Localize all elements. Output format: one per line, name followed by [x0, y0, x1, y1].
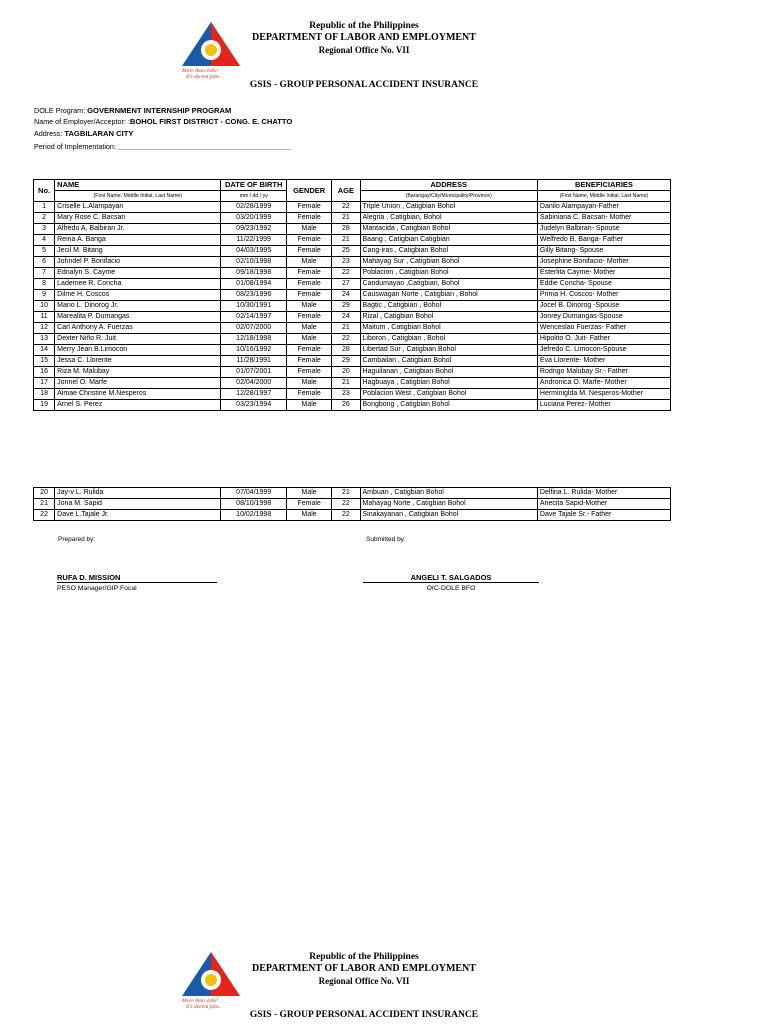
row-address: Mahayag Sur , Catigbian Bohol [360, 257, 537, 268]
row-age: 28 [332, 224, 360, 235]
row-name: Dilme H. Coscos [55, 290, 221, 301]
row-address: Cang-iras , Catigbian Bohol [360, 246, 537, 257]
table-row [34, 499, 671, 510]
period-value: _________________________________________ [117, 142, 292, 151]
row-no: 6 [34, 257, 55, 268]
row-beneficiary: Danilo Alampayan-Father [537, 202, 670, 213]
logo-motto-2-page2: It's decent jobs. [186, 1004, 221, 1010]
row-dob: 12/28/1997 [221, 389, 287, 400]
row-age: 24 [332, 290, 360, 301]
row-age: 29 [332, 301, 360, 312]
table-row [34, 334, 671, 345]
row-beneficiary: Prima H. Coscos- Mother [537, 290, 670, 301]
row-address: Candumayao ,Catigbian, Bohol [360, 279, 537, 290]
row-no: 22 [34, 510, 55, 521]
program-value: GOVERNMENT INTERNSHIP PROGRAM [87, 106, 232, 115]
row-no: 1 [34, 202, 55, 213]
row-no: 10 [34, 301, 55, 312]
row-no: 7 [34, 268, 55, 279]
row-dob: 02/07/2000 [221, 323, 287, 334]
col-header-dob: DATE OF BIRTH [221, 180, 287, 191]
row-name: Ednalyn S. Cayme [55, 268, 221, 279]
row-address: Mantacida , Catigbian Bohol [360, 224, 537, 235]
row-dob: 10/02/1998 [221, 510, 287, 521]
logo-motto-1-page2: More than Jobs! [182, 998, 219, 1004]
table-row [34, 268, 671, 279]
col-header-address: ADDRESS [360, 180, 537, 191]
address-line [34, 128, 133, 139]
submitted-by-role: OIC-DOLE BFO [426, 585, 476, 592]
row-name: Aimae Christine M.Nesperos [55, 389, 221, 400]
row-dob: 12/18/1998 [221, 334, 287, 345]
row-address: Sinakayanan , Catigbian Bohol [360, 510, 537, 521]
prepared-by-label: Prepared by: [58, 536, 96, 543]
department-line-page2: DEPARTMENT OF LABOR AND EMPLOYMENT [252, 963, 476, 974]
prepared-by-name: RUFA D. MISSION [57, 573, 217, 583]
prepared-by-role: PESO Manager/GIP Focal [57, 585, 137, 592]
row-beneficiary: Hipolito O. Juit- Father [537, 334, 670, 345]
row-address: Liboron , Catigbian , Bohol [360, 334, 537, 345]
row-name: Johndel P. Bonifacio [55, 257, 221, 268]
row-no: 21 [34, 499, 55, 510]
row-no: 14 [34, 345, 55, 356]
table-row [34, 510, 671, 521]
regional-office-line: Regional Office No. VII [318, 45, 410, 55]
row-name: Merry Jean B.Limocon [55, 345, 221, 356]
row-beneficiary: Sabiniana C. Bacsan- Mother [537, 213, 670, 224]
col-header-age: AGE [332, 180, 360, 202]
row-no: 11 [34, 312, 55, 323]
row-gender: Female [286, 367, 331, 378]
row-gender: Female [286, 356, 331, 367]
row-address: Ambuan , Catigbian Bohol [360, 488, 537, 499]
row-dob: 09/23/1992 [221, 224, 287, 235]
row-gender: Male [286, 224, 331, 235]
logo-motto-1: More than Jobs! [182, 68, 219, 74]
row-beneficiary: Delfina L. Rulida- Mother [537, 488, 670, 499]
table-row [34, 246, 671, 257]
table-row [34, 202, 671, 213]
row-no: 2 [34, 213, 55, 224]
col-subheader-address: (Barangay/City/Municipality/Province) [360, 191, 537, 202]
row-no: 16 [34, 367, 55, 378]
row-address: Mahayag Norte , Catigbian Bohol [360, 499, 537, 510]
row-no: 4 [34, 235, 55, 246]
employer-label: Name of Employer/Acceptor: : [34, 117, 130, 126]
row-age: 21 [332, 488, 360, 499]
row-age: 21 [332, 235, 360, 246]
row-name: Alfredo A. Balbiran Jr. [55, 224, 221, 235]
row-gender: Male [286, 323, 331, 334]
row-name: Carl Anthony A. Fuerzas [55, 323, 221, 334]
row-age: 21 [332, 323, 360, 334]
row-address: Baang , Catigbian Catigbian [360, 235, 537, 246]
row-gender: Female [286, 235, 331, 246]
row-beneficiary: Anecita Sapid-Mother [537, 499, 670, 510]
period-line [34, 141, 291, 152]
table-row [34, 389, 671, 400]
program-line [34, 105, 231, 116]
row-name: Lademee R. Concha [55, 279, 221, 290]
row-dob: 02/04/2000 [221, 378, 287, 389]
row-dob: 02/14/1997 [221, 312, 287, 323]
row-gender: Female [286, 312, 331, 323]
row-gender: Male [286, 257, 331, 268]
table-row [34, 213, 671, 224]
row-name: Criselle L.Alampayan [55, 202, 221, 213]
col-header-beneficiaries: BENEFICIARIES [537, 180, 670, 191]
row-gender: Female [286, 499, 331, 510]
row-age: 28 [332, 345, 360, 356]
submitted-by-name: ANGELI T. SALGADOS [363, 573, 539, 583]
row-name: Jecil M. Bitang [55, 246, 221, 257]
table-row [34, 224, 671, 235]
table-row [34, 378, 671, 389]
row-name: Mary Rose C. Bacsan [55, 213, 221, 224]
row-no: 9 [34, 290, 55, 301]
row-dob: 11/22/1999 [221, 235, 287, 246]
insurance-table [33, 179, 671, 411]
table-row [34, 279, 671, 290]
row-no: 19 [34, 400, 55, 411]
table-row [34, 356, 671, 367]
row-age: 22 [332, 510, 360, 521]
row-age: 22 [332, 499, 360, 510]
row-dob: 07/04/1999 [221, 488, 287, 499]
row-no: 20 [34, 488, 55, 499]
row-beneficiary: Luciana Perez- Mother [537, 400, 670, 411]
table-row [34, 312, 671, 323]
row-gender: Male [286, 378, 331, 389]
row-beneficiary: Josephine Bonifacio- Mother [537, 257, 670, 268]
insurance-table-continued [33, 487, 671, 521]
row-address: Alegria , Catigbian, Bohol [360, 213, 537, 224]
row-name: Jessa C. Llorente [55, 356, 221, 367]
row-beneficiary: Wenceslao Fuerzas- Father [537, 323, 670, 334]
row-beneficiary: Judelyn Balbiran- Spouse [537, 224, 670, 235]
row-address: Rizal , Catigbian Bohol [360, 312, 537, 323]
row-name: Reina A. Banga [55, 235, 221, 246]
row-address: Libertad Sur , Catigbian Bohol [360, 345, 537, 356]
row-beneficiary: Jocel B. Dinorog -Spouse [537, 301, 670, 312]
row-gender: Female [286, 268, 331, 279]
row-dob: 01/07/2001 [221, 367, 287, 378]
row-gender: Male [286, 400, 331, 411]
row-name: Marealita P. Dumangas [55, 312, 221, 323]
row-address: Triple Union , Catigbian Bohol [360, 202, 537, 213]
row-address: Bongbong , Catigbian Bohol [360, 400, 537, 411]
row-address: Cambailan , Catigbian Bohol [360, 356, 537, 367]
row-age: 21 [332, 213, 360, 224]
row-no: 8 [34, 279, 55, 290]
row-gender: Male [286, 488, 331, 499]
col-header-name: NAME [55, 180, 221, 191]
row-age: 29 [332, 356, 360, 367]
row-gender: Male [286, 334, 331, 345]
col-subheader-beneficiaries: (First Name, Middle Initial, Last Name) [537, 191, 670, 202]
row-name: Jona M. Sapid [55, 499, 221, 510]
row-beneficiary: Jonrey Dumangas-Spouse [537, 312, 670, 323]
row-dob: 08/23/1996 [221, 290, 287, 301]
table-row [34, 488, 671, 499]
table-row [34, 345, 671, 356]
row-beneficiary: Dave Tajale Sr.- Father [537, 510, 670, 521]
table-row [34, 400, 671, 411]
table-row [34, 367, 671, 378]
row-name: Mario L. Dinorog Jr. [55, 301, 221, 312]
row-no: 17 [34, 378, 55, 389]
row-beneficiary: Esterlita Cayme- Mother [537, 268, 670, 279]
row-dob: 08/10/1998 [221, 499, 287, 510]
row-name: Arnel S. Perez [55, 400, 221, 411]
row-name: Jay-v L. Rulida [55, 488, 221, 499]
row-age: 24 [332, 312, 360, 323]
row-dob: 02/28/1999 [221, 202, 287, 213]
row-address: Poblacion West , Catigbian Bohol [360, 389, 537, 400]
row-beneficiary: Eddie Concha- Spouse [537, 279, 670, 290]
row-dob: 10/30/1991 [221, 301, 287, 312]
row-age: 22 [332, 334, 360, 345]
republic-line-page2: Republic of the Philippines [309, 952, 419, 962]
document-title-page2: GSIS - GROUP PERSONAL ACCIDENT INSURANCE [249, 1010, 479, 1020]
row-address: Haguilanan , Catigbian Bohol [360, 367, 537, 378]
row-address: Maitum , Catigbian Bohol [360, 323, 537, 334]
table-row [34, 235, 671, 246]
address-label: Address: [34, 129, 63, 138]
row-beneficiary: Eva Llorente- Mother [537, 356, 670, 367]
row-age: 22 [332, 268, 360, 279]
col-subheader-dob: mm / dd / yy [221, 191, 287, 202]
row-no: 15 [34, 356, 55, 367]
row-dob: 09/18/1998 [221, 268, 287, 279]
col-header-no: No. [34, 180, 55, 202]
row-age: 21 [332, 378, 360, 389]
table-row [34, 301, 671, 312]
employer-line [34, 116, 292, 127]
logo-motto-2: It's decent jobs. [186, 74, 221, 80]
row-beneficiary: Jefredo C. Limocon-Spouse [537, 345, 670, 356]
document-header [214, 21, 514, 56]
row-beneficiary: Gilly Bitang- Spouse [537, 246, 670, 257]
row-age: 26 [332, 400, 360, 411]
row-dob: 01/08/1994 [221, 279, 287, 290]
row-gender: Male [286, 510, 331, 521]
row-beneficiary: Rodrigo Malubay Sr.- Father [537, 367, 670, 378]
row-no: 12 [34, 323, 55, 334]
row-age: 27 [332, 279, 360, 290]
row-age: 20 [332, 367, 360, 378]
row-gender: Female [286, 213, 331, 224]
republic-line: Republic of the Philippines [309, 21, 419, 31]
address-value: TAGBILARAN CITY [64, 129, 134, 138]
row-gender: Female [286, 279, 331, 290]
row-dob: 02/10/1998 [221, 257, 287, 268]
row-dob: 11/28/1991 [221, 356, 287, 367]
row-gender: Female [286, 290, 331, 301]
row-address: Bagtic , Catigbian , Bohol [360, 301, 537, 312]
row-address: Hagbuaya , Catigbian Bohol [360, 378, 537, 389]
row-dob: 10/16/1992 [221, 345, 287, 356]
row-beneficiary: Andronica O. Marfe- Mother [537, 378, 670, 389]
row-age: 25 [332, 246, 360, 257]
program-label: DOLE Program: [34, 106, 86, 115]
col-header-gender: GENDER [286, 180, 331, 202]
employer-value: BOHOL FIRST DISTRICT - CONG. E. CHATTO [129, 117, 293, 126]
document-title: GSIS - GROUP PERSONAL ACCIDENT INSURANCE [249, 80, 479, 90]
period-label: Period of Implementation: [34, 142, 116, 151]
row-no: 13 [34, 334, 55, 345]
row-gender: Female [286, 389, 331, 400]
row-name: Dexter Niño R. Juit [55, 334, 221, 345]
row-gender: Female [286, 246, 331, 257]
row-age: 23 [332, 257, 360, 268]
row-no: 5 [34, 246, 55, 257]
row-no: 3 [34, 224, 55, 235]
col-subheader-name: (First Name, Middle Initial, Last Name) [55, 191, 221, 202]
submitted-by-label: Submitted by: [366, 536, 406, 543]
table-row [34, 290, 671, 301]
row-no: 18 [34, 389, 55, 400]
row-age: 23 [332, 389, 360, 400]
row-dob: 03/23/1994 [221, 400, 287, 411]
row-name: Jonnel O. Marfe [55, 378, 221, 389]
row-address: Causwagan Norte , Catigbian , Bohol [360, 290, 537, 301]
row-gender: Female [286, 345, 331, 356]
row-dob: 04/03/1995 [221, 246, 287, 257]
regional-office-line-page2: Regional Office No. VII [318, 976, 410, 986]
row-address: Poblacion , Catigbian Bohol [360, 268, 537, 279]
row-beneficiary: Welfredo B. Banga- Father [537, 235, 670, 246]
row-beneficiary: Herminiglda M. Nesperos-Mother [537, 389, 670, 400]
table-row [34, 257, 671, 268]
row-name: Dave L.Tajale Jr. [55, 510, 221, 521]
row-name: Riza M. Malubay [55, 367, 221, 378]
document-header-page2 [214, 952, 514, 987]
row-gender: Male [286, 301, 331, 312]
row-age: 22 [332, 202, 360, 213]
row-gender: Female [286, 202, 331, 213]
row-dob: 03/20/1999 [221, 213, 287, 224]
table-row [34, 323, 671, 334]
department-line: DEPARTMENT OF LABOR AND EMPLOYMENT [252, 32, 476, 43]
